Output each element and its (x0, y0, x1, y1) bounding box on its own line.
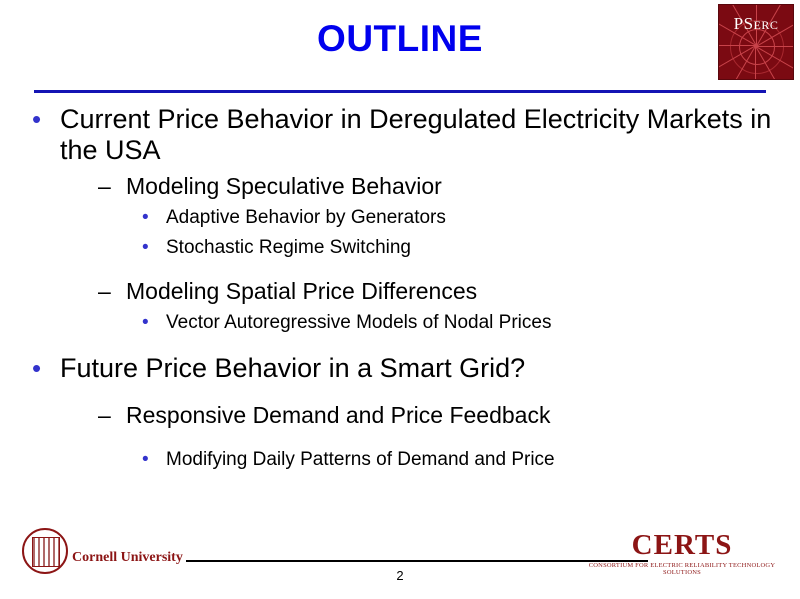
outline-item-level3 (26, 448, 774, 472)
pserc-logo-text-small: ERC (753, 18, 779, 32)
title-divider (34, 90, 766, 93)
outline-item-text: Adaptive Behavior by Generators (166, 207, 446, 229)
certs-logo (582, 531, 782, 576)
outline-item-text: Responsive Demand and Price Feedback (126, 402, 551, 429)
outline-item-level3 (26, 206, 774, 230)
bullet-icon: • (142, 312, 149, 334)
outline-item-text: Modeling Speculative Behavior (126, 172, 442, 199)
bullet-icon: • (142, 448, 149, 470)
outline-item-text: Current Price Behavior in Deregulated Electricity Markets in the USA (60, 104, 772, 166)
certs-wordmark: CERTS (631, 529, 733, 561)
outline-item-level2 (26, 173, 774, 201)
pserc-logo-text-main: PS (733, 14, 754, 33)
dash-icon: – (98, 172, 111, 199)
outline-item-level2 (26, 402, 774, 430)
pserc-logo-text (719, 14, 793, 34)
certs-tagline: CONSORTIUM FOR ELECTRIC RELIABILITY TECHNOLOGY SOLUTIONS (588, 562, 776, 576)
outline-item-text: Future Price Behavior in a Smart Grid? (60, 353, 526, 384)
cornell-university-label: Cornell University (72, 550, 183, 565)
page-number: 2 (396, 568, 404, 583)
bullet-icon: • (142, 207, 149, 229)
bullet-icon: • (142, 236, 149, 258)
footer-divider (186, 560, 648, 562)
dash-icon: – (98, 277, 111, 304)
outline-item-level3 (26, 311, 774, 335)
slide-title: OUTLINE (317, 18, 483, 59)
outline-item-level3 (26, 236, 774, 260)
cornell-seal-shield (32, 537, 60, 567)
bullet-icon: • (32, 353, 42, 384)
dash-icon: – (98, 402, 111, 429)
outline-item-text: Modifying Daily Patterns of Demand and Price (166, 448, 555, 470)
outline-item-text: Modeling Spatial Price Differences (126, 277, 478, 304)
outline-list (26, 104, 774, 472)
outline-item-text: Vector Autoregressive Models of Nodal Prices (166, 312, 552, 334)
outline-item-level2 (26, 278, 774, 306)
bullet-icon: • (32, 104, 42, 134)
outline-item-level1 (26, 353, 774, 384)
outline-item-level1 (26, 104, 774, 167)
outline-item-text: Stochastic Regime Switching (166, 236, 411, 258)
